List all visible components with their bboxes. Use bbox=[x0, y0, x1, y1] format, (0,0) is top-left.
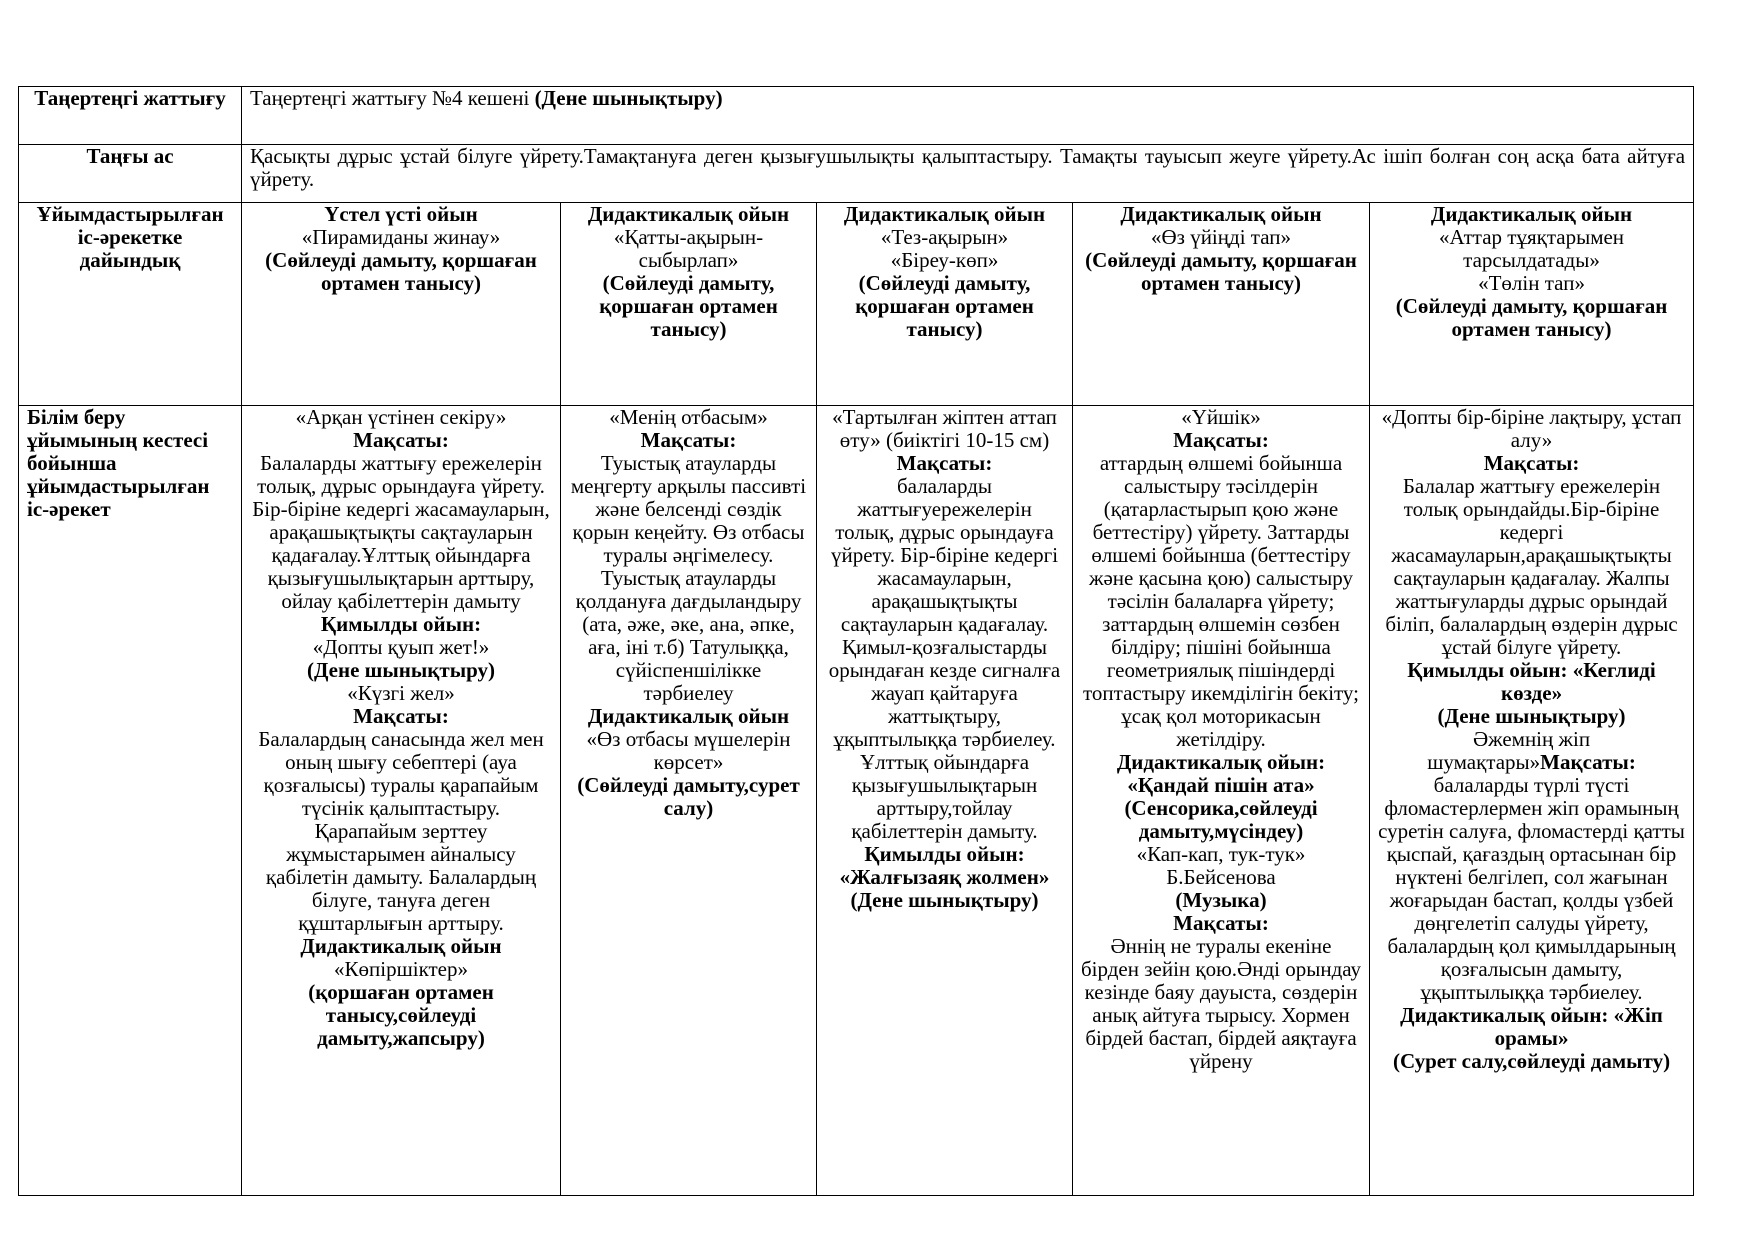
schedule-cell-3 bbox=[817, 406, 1073, 1196]
preparation-label: Ұйымдастырылған іс-әрекетке дайындық bbox=[19, 203, 242, 406]
cell-text-line: Қимылды ойын: «Жалғызаяқ жолмен» bbox=[839, 842, 1050, 889]
cell-text-line: Әжемнің жіп шумақтары» bbox=[1427, 727, 1591, 774]
cell-text-line: «Арқан үстінен секіру» bbox=[295, 405, 507, 429]
schedule-row bbox=[19, 406, 1694, 1196]
morning-exercise-cell bbox=[242, 87, 1694, 145]
schedule-cell-1 bbox=[242, 406, 561, 1196]
cell-text-line: «Үйшік» bbox=[1181, 405, 1261, 429]
cell-text-line: «Допты бір-біріне лақтыру, ұстап алу» bbox=[1381, 405, 1682, 452]
morning-exercise-subject: (Дене шынықтыру) bbox=[534, 86, 723, 110]
preparation-cell-2 bbox=[561, 203, 817, 406]
cell-text-line: Дидактикалық ойын bbox=[1120, 202, 1322, 226]
daily-plan-table bbox=[18, 86, 1694, 1196]
cell-text-line: Әннің не туралы екеніне бірден зейін қою.Әнді орындау кезінде баяу дауыста, сөздерін анық айтуға тырысу. Хормен бірдей бастап, бірдей аяқтауға үйрену bbox=[1081, 934, 1362, 1073]
schedule-cell-2 bbox=[561, 406, 817, 1196]
cell-text-line: (Сөйлеуді дамыту, қоршаған ортамен танысу) bbox=[855, 271, 1034, 341]
cell-text-block bbox=[569, 705, 808, 774]
schedule-cell-4 bbox=[1073, 406, 1370, 1196]
cell-text-line: (Дене шынықтыру) bbox=[306, 658, 495, 682]
cell-text-block bbox=[250, 705, 552, 935]
cell-text-line: Мақсаты: bbox=[1483, 451, 1580, 475]
cell-text-line: «Тез-ақырын» bbox=[880, 225, 1009, 249]
cell-text-line: Қимылды ойын: bbox=[320, 612, 482, 636]
cell-text-line: «Пирамиданы жинау» bbox=[301, 225, 501, 249]
cell-text-line: Дидактикалық ойын bbox=[300, 934, 502, 958]
cell-text-line: «Қатты-ақырын-сыбырлап» bbox=[613, 225, 764, 272]
cell-text-line: (Дене шынықтыру) bbox=[1437, 704, 1626, 728]
cell-text-line: балаларды түрлі түсті фломастерлермен жіп орамының суретін салуға, фломастерді қатты қыспай, қағаздың ортасынан бір нүктені белгілеп, сол жағынан жоғарыдан бастап, қолды үзбей дөңгелетіп салуды үйрету, балалардың қол қимылдарының қозғалысын дамыту, ұқыптылыққа тәрбиелеу. bbox=[1378, 773, 1685, 1004]
schedule-cell-5 bbox=[1370, 406, 1694, 1196]
cell-text-line: (Сөйлеуді дамыту, қоршаған ортамен танысу) bbox=[1085, 248, 1357, 295]
cell-text-block bbox=[569, 203, 808, 272]
cell-text-line: Мақсаты: bbox=[1173, 428, 1269, 452]
cell-text-line: (Сөйлеуді дамыту, қоршаған ортамен танысу) bbox=[1395, 294, 1668, 341]
cell-text-line: Мақсаты: bbox=[1540, 750, 1636, 774]
cell-text-line: «Аттар тұяқтарымен тарсылдатады» bbox=[1438, 225, 1625, 272]
cell-text-line: Дидактикалық ойын bbox=[587, 704, 790, 728]
cell-text-line: Балалардың санасында жел мен оның шығу себептері (ауа қозғалысы) туралы қарапайым түсінік қалыптастыру. Қарапайым зерттеу жұмыстарымен айналысу қабілетін дамыту. Балалардың білуге, тануға деген құштарлығын арттыру. bbox=[258, 727, 544, 935]
cell-text-line: балаларды жаттығуережелерін толық, дұрыс орындауға үйрету. Бір-біріне кедергі жасамауларын, арақашықтықты сақтауларын қадағалау. Қимыл-қозғалыстарды орындаған кезде сигналға жауап қайтаруға жаттықтыру, ұқыптылыққа тәрбиелеу. Ұлттық ойындарға қызығушылықтарын арттыру,тойлау қабілеттерін дамыту. bbox=[828, 474, 1061, 843]
cell-text-line: Дидактикалық ойын bbox=[843, 202, 1046, 226]
cell-text-block bbox=[1081, 912, 1361, 1073]
preparation-cell-5 bbox=[1370, 203, 1694, 406]
cell-text-line: Дидактикалық ойын: «Қандай пішін ата» bbox=[1116, 750, 1326, 797]
cell-text-block bbox=[1378, 728, 1685, 1004]
breakfast-row bbox=[19, 145, 1694, 203]
cell-text-line: «Күзгі жел» bbox=[347, 681, 455, 705]
schedule-label: Білім беру ұйымының кестесі бойынша ұйымдастырылған іс-әрекет bbox=[19, 406, 242, 1196]
cell-text-line: «Өз отбасы мүшелерін көрсет» bbox=[586, 727, 791, 774]
cell-text-line: Қимылды ойын: «Кеглиді көзде» bbox=[1407, 658, 1656, 705]
cell-text-line: «Допты қуып жет!» bbox=[312, 635, 490, 659]
morning-exercise-label: Таңертеңгі жаттығу bbox=[19, 87, 242, 145]
cell-text-line: «Өз үйіңді тап» bbox=[1150, 225, 1291, 249]
cell-text-line: Балалар жаттығу ережелерін толық орындайды.Бір-біріне кедергі жасамауларын,арақашықтықты сақтауларын қадағалау. Жалпы жаттығуларды дұрыс орындай біліп, балалардың өздерін дұрыс ұстай білуге үйрету. bbox=[1385, 474, 1678, 659]
cell-text-line: «Менің отбасым» bbox=[609, 405, 768, 429]
cell-text-line: (Музыка) bbox=[1175, 888, 1267, 912]
cell-text-line: Мақсаты: bbox=[1173, 911, 1269, 935]
cell-text-line: (Сөйлеуді дамыту, қоршаған ортамен танысу) bbox=[265, 248, 537, 295]
cell-text-block bbox=[250, 613, 552, 659]
cell-text-line: Мақсаты: bbox=[353, 428, 449, 452]
cell-text-line: Дидактикалық ойын bbox=[1430, 202, 1633, 226]
cell-text-line: Дидактикалық ойын bbox=[587, 202, 790, 226]
preparation-row bbox=[19, 203, 1694, 406]
preparation-cell-1 bbox=[242, 203, 561, 406]
morning-exercise-text: Таңертеңгі жаттығу №4 кешені bbox=[250, 86, 535, 110]
cell-text-line: (қоршаған ортамен танысу,сөйлеуді дамыту,жапсыру) bbox=[308, 980, 494, 1050]
cell-text-line: (Сурет салу,сөйлеуді дамыту) bbox=[1392, 1049, 1671, 1073]
cell-text-line: «Көпіршіктер» bbox=[333, 957, 468, 981]
cell-text-block bbox=[1378, 452, 1685, 659]
cell-text-line: Мақсаты: bbox=[353, 704, 449, 728]
breakfast-text: Қасықты дұрыс ұстай білуге үйрету.Тамақтануға деген қызығушылықты қалыптастыру. Тамақты тауысып жеуге үйрету.Ас ішіп болған соң асқа бата айтуға үйрету. bbox=[242, 145, 1694, 203]
cell-text-line: (Сенсорика,сөйлеуді дамыту,мүсіндеу) bbox=[1124, 796, 1318, 843]
cell-text-line: «Тартылған жіптен аттап өту» (биіктігі 10-15 см) bbox=[832, 405, 1057, 452]
cell-text-line: «Төлін тап» bbox=[1478, 271, 1585, 295]
cell-text-line: Балаларды жаттығу ережелерін толық, дұрыс орындауға үйрету. Бір-біріне кедергі жасамауларын, арақашықтықты сақтауларын қадағалау.Ұлттық ойындарға қызығушылықтарын арттыру, ойлау қабілеттерін дамыту bbox=[252, 451, 550, 613]
preparation-cell-4 bbox=[1073, 203, 1370, 406]
preparation-cell-3 bbox=[817, 203, 1073, 406]
cell-text-line: Мақсаты: bbox=[640, 428, 737, 452]
cell-text-line: Үстел үсті ойын bbox=[324, 202, 478, 226]
cell-text-line: «Кап-кап, тук-тук» Б.Бейсенова bbox=[1136, 842, 1306, 889]
morning-exercise-row bbox=[19, 87, 1694, 145]
cell-text-line: Туыстық атауларды меңгерту арқылы пассивті және белсенді сөздік қорын кеңейту. Өз отбасы туралы әңгімелесу. Туыстық атауларды қолдануға дағдыландыру (ата, әже, әке, ана, әпке, аға, іні т.б) Татулыққа, сүйіспеншілікке тәрбиелеу bbox=[570, 451, 807, 705]
cell-text-block bbox=[1081, 429, 1361, 751]
cell-text-line: (Дене шынықтыру) bbox=[850, 888, 1039, 912]
cell-text-line: аттардың өлшемі бойынша салыстыру тәсілдерін (қатарластырып қою және беттестіру) үйрету. Заттарды өлшемі бойынша (беттестіру және қасына қою) салыстыру тәсілін балаларға үйрету; заттардың өлшемін сөзбен білдіру; пішіні бойынша геометриялық пішіндерді топтастыру икемділігін бекіту; ұсақ қол моторикасын жетілдіру. bbox=[1083, 451, 1359, 751]
breakfast-label: Таңғы ас bbox=[19, 145, 242, 203]
cell-text-line: Дидактикалық ойын: «Жіп орамы» bbox=[1400, 1003, 1663, 1050]
cell-text-line: (Сөйлеуді дамыту,сурет салу) bbox=[577, 773, 800, 820]
cell-text-block bbox=[250, 429, 552, 613]
cell-text-line: Мақсаты: bbox=[896, 451, 993, 475]
cell-text-line: (Сөйлеуді дамыту, қоршаған ортамен танысу) bbox=[599, 271, 778, 341]
cell-text-line: «Біреу-көп» bbox=[890, 248, 999, 272]
